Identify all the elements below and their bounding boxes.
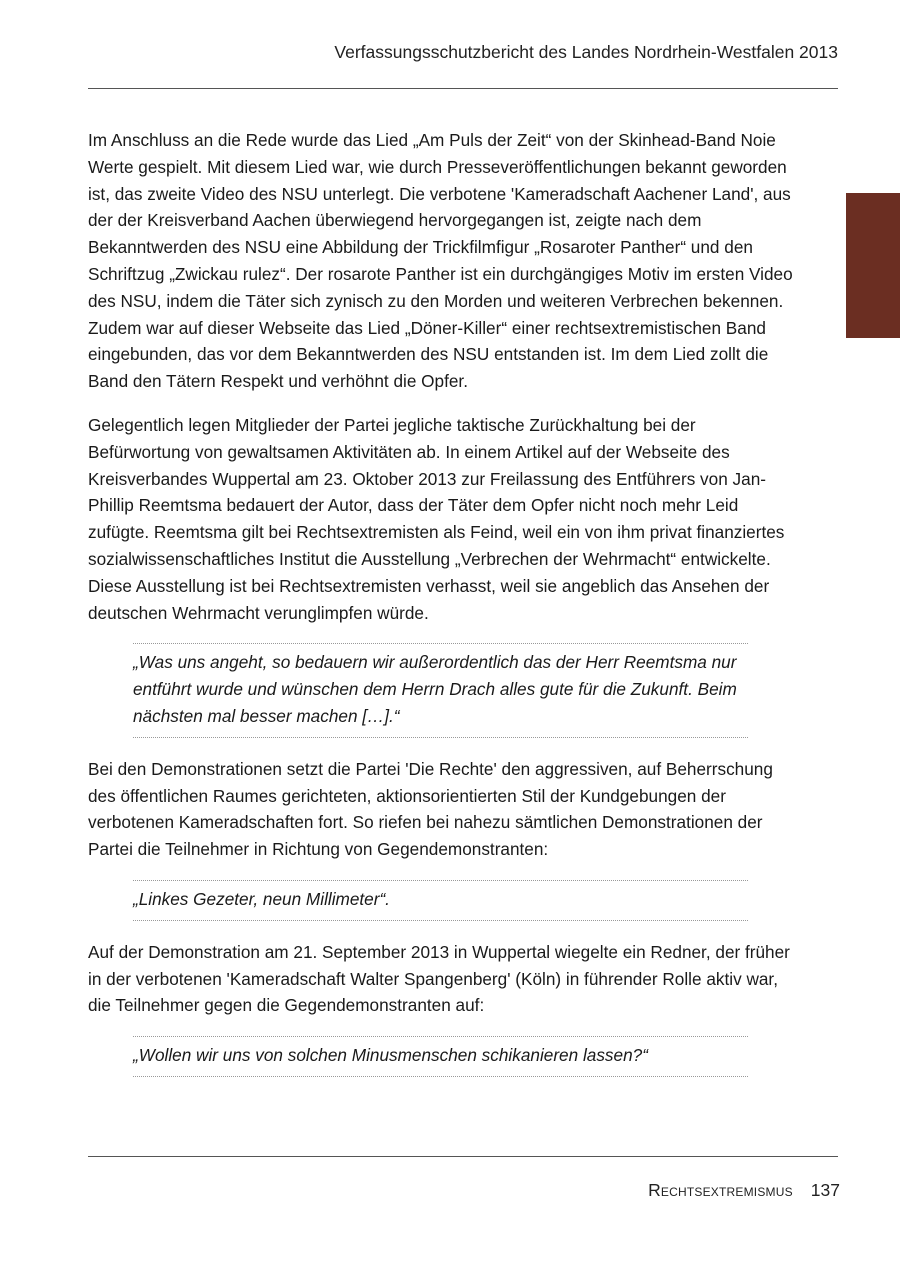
page-footer: [88, 1180, 840, 1201]
paragraph: Gelegentlich legen Mitglieder der Partei jegliche taktische Zurückhaltung bei der Befürwortung von gewaltsamen Aktivitäten ab. In einem Artikel auf der Webseite des Kreisverbandes Wuppertal am 23. Oktober 2013 zur Freilassung des Entführers von Jan-Phillip Reemtsma bedauert der Autor, dass der Täter dem Opfer nicht noch mehr Leid zufügte. Reemtsma gilt bei Rechtsextremisten als Feind, weil ein von ihm privat finanziertes sozialwissenschaftliches Institut die Ausstellung „Verbrechen der Wehrmacht“ entwickelte. Diese Ausstellung ist bei Rechtsextremisten verhasst, weil sie angeblich das Ansehen der deutschen Wehrmacht verunglimpfen würde.: [88, 414, 785, 623]
paragraph: Auf der Demonstration am 21. September 2013 in Wuppertal wiegelte ein Redner, der früher in der verbotenen 'Kameradschaft Walter Spangenberg' (Köln) in führender Rolle aktiv war, die Teilnehmer gegen die Gegendemonstranten auf:: [88, 941, 790, 1016]
paragraph: Bei den Demonstrationen setzt die Partei 'Die Rechte' den aggressiven, auf Beherrschung des öffentlichen Raumes gerichteten, aktionsorientierten Stil der Kundgebungen der verbotenen Kameradschaften fort. So riefen bei nahezu sämtlichen Demonstrationen der Partei die Teilnehmer in Richtung von Gegendemonstranten:: [88, 758, 773, 860]
block-quote: „Wollen wir uns von solchen Minusmenschen schikanieren lassen?“: [133, 1036, 748, 1077]
page-body: [88, 127, 798, 1095]
block-quote: „Was uns angeht, so bedauern wir außerordentlich das der Herr Reemtsma nur entführt wurde und wünschen dem Herrn Drach alles gute für die Zukunft. Beim nächsten mal besser machen […].“: [133, 643, 748, 737]
footer-rule: [88, 1156, 838, 1157]
chapter-tab-marker: [846, 193, 900, 338]
page-number: 137: [810, 1180, 840, 1200]
running-header: Verfassungsschutzbericht des Landes Nordrhein-Westfalen 2013: [334, 42, 838, 62]
header-rule: [88, 88, 838, 89]
paragraph: Im Anschluss an die Rede wurde das Lied „Am Puls der Zeit“ von der Skinhead-Band Noie Werte gespielt. Mit diesem Lied war, wie durch Presseveröffentlichungen bekannt geworden ist, das zweite Video des NSU unterlegt. Die verbotene 'Kameradschaft Aachener Land', aus der der Kreisverband Aachen überwiegend hervorgegangen ist, zeigte nach dem Bekanntwerden des NSU eine Abbildung der Trickfilmfigur „Rosaroter Panther“ und den Schriftzug „Zwickau rulez“. Der rosarote Panther ist ein durchgängiges Motiv im ersten Video des NSU, indem die Täter sich zynisch zu den Morden und weiteren Verbrechen bekennen. Zudem war auf dieser Webseite das Lied „Döner-Killer“ einer rechtsextremistischen Band eingebunden, das vor dem Bekanntwerden des NSU entstanden ist. Im dem Lied zollt die Band den Tätern Respekt und verhöhnt die Opfer.: [88, 130, 793, 392]
section-title: Rechtsextremismus: [648, 1180, 793, 1200]
block-quote: „Linkes Gezeter, neun Millimeter“.: [133, 880, 748, 921]
